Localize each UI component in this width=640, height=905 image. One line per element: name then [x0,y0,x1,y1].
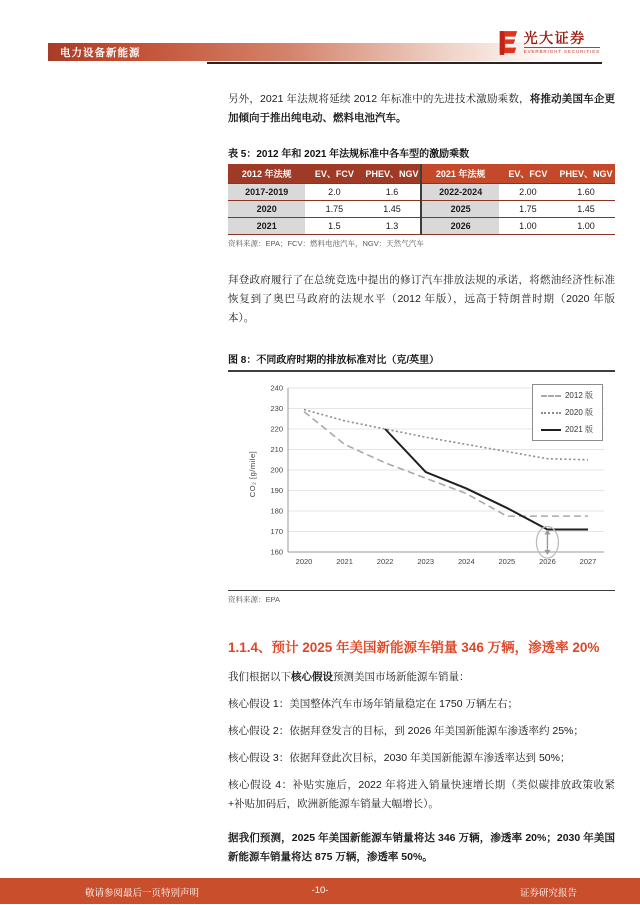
col-header: 2012 年法规 [228,164,305,184]
cell-year-range: 2022-2024 [421,184,498,201]
col-header: EV、FCV [305,164,363,184]
cell-year-range: 2025 [421,201,498,218]
svg-text:2026: 2026 [539,557,556,566]
table-row [228,218,615,235]
intro-bold: 核心假设 [291,671,333,683]
page-footer [0,878,640,904]
col-header: EV、FCV [499,164,557,184]
paragraph-incentive-bold: 将推动美国车企更加倾向于推出纯电动、燃料电池汽车。 [228,93,616,124]
page-number: -10- [311,885,329,896]
svg-text:230: 230 [270,404,283,413]
cell-value: 1.45 [363,201,421,218]
cell-year-range: 2020 [228,201,305,218]
solid-line-icon [541,429,561,431]
cell-year-range: 2021 [228,218,305,235]
cell-value: 1.00 [557,218,615,235]
paragraph-incentive [228,90,615,128]
footer-disclaimer: 敬请参阅最后一页特别声明 [85,888,200,899]
emissions-line-chart [228,376,615,588]
header-divider [207,62,602,64]
svg-text:190: 190 [270,486,283,495]
assumption-4: 核心假设 4：补贴实施后，2022 年将进入销量快速增长期（类似碳排放政策收紧+补贴加码后，欧洲新能源车销量大幅增长）。 [228,779,615,810]
svg-text:170: 170 [270,527,283,536]
table5-title: 表 5：2012 年和 2021 年法规标准中各车型的激励乘数 [228,149,470,160]
svg-text:2021: 2021 [336,557,353,566]
svg-text:210: 210 [270,445,283,454]
cell-value: 1.75 [305,201,363,218]
forecast-conclusion: 据我们预测，2025 年美国新能源车销量将达 346 万辆，渗透率 20%；2030 年美国新能源车销量将达 875 万辆，渗透率 50%。 [228,832,615,863]
everbright-logo-icon [497,30,519,56]
chart-legend [532,384,603,441]
svg-text:2025: 2025 [498,557,516,566]
cell-year-range: 2026 [421,218,498,235]
section-heading: 1.1.4、预计 2025 年美国新能源车销量 346 万辆，渗透率 20% [228,640,600,655]
content-column [228,90,615,867]
brand-text [524,30,600,54]
cell-value: 1.00 [499,218,557,235]
col-header: PHEV、NGV [557,164,615,184]
table5-block [228,145,615,249]
figure8-title: 图 8：不同政府时期的排放标准对比（克/英里） [228,351,615,372]
legend-label: 2020 版 [564,408,593,417]
assumption-1: 核心假设 1：美国整体汽车市场年销量稳定在 1750 万辆左右； [228,698,518,710]
assumption-3: 核心假设 3：依据拜登此次目标，2030 年美国新能源车渗透率达到 50%； [228,752,571,764]
figure8-source: 资料来源：EPA [228,590,615,605]
svg-text:160: 160 [270,547,283,557]
cell-value: 1.3 [363,218,421,235]
dashed-line-icon [541,395,561,397]
paragraph-biden: 拜登政府履行了在总统竞选中提出的修订汽车排放法规的承诺，将燃油经济性标准恢复到了奥巴马政府的法规水平（2012 年版），远高于特朗普时期（2020 年版本）。 [228,274,615,324]
table-row [228,201,615,218]
svg-text:2022: 2022 [376,557,394,566]
report-section-label: 电力设备新能源 [60,46,141,59]
intro-suffix: 预测美国市场新能源车销量： [333,671,470,683]
legend-item-2021 [541,424,593,435]
table5-source: 资料来源：EPA；FCV：燃料电池汽车，NGV：天然气汽车 [228,239,424,248]
cell-year-range: 2017-2019 [228,184,305,201]
chart-y-axis-label: CO₂ [g/mile] [248,450,257,497]
assumptions-intro [228,668,615,687]
svg-text:220: 220 [270,424,283,434]
legend-label: 2021 版 [564,425,593,434]
brand-name: 光大证券 [523,30,586,46]
svg-text:2023: 2023 [417,557,435,566]
legend-item-2020 [541,407,593,418]
legend-label: 2012 版 [564,391,593,400]
table-row [228,184,615,201]
paragraph-incentive-normal: 另外，2021 年法规将延续 2012 年标准中的先进技术激励乘数， [228,93,530,105]
col-header: 2021 年法规 [421,164,498,184]
svg-text:2024: 2024 [457,557,475,566]
col-header: PHEV、NGV [363,164,421,184]
svg-text:180: 180 [270,506,283,516]
intro-prefix: 我们根据以下 [228,671,291,683]
figure8-block [228,351,615,605]
cell-value: 2.0 [305,184,363,201]
footer-report-type: 证券研究报告 [519,888,577,899]
cell-value: 2.00 [499,184,557,201]
brand-name-en: EVERBRIGHT SECURITIES [523,49,600,54]
table-header-row [228,164,615,184]
brand-logo [497,30,600,56]
svg-text:2027: 2027 [579,557,597,566]
cell-value: 1.60 [557,184,615,201]
assumption-2: 核心假设 2：依据拜登发言的目标，到 2026 年美国新能源车渗透率约 25%； [228,725,584,737]
dotted-line-icon [541,412,561,414]
cell-value: 1.75 [499,201,557,218]
svg-text:2020: 2020 [295,557,313,566]
legend-item-2012 [541,390,593,401]
cell-value: 1.6 [363,184,421,201]
cell-value: 1.5 [305,218,363,235]
svg-text:200: 200 [270,465,283,475]
cell-value: 1.45 [557,201,615,218]
svg-text:240: 240 [270,383,283,393]
incentive-multiplier-table [228,164,615,235]
